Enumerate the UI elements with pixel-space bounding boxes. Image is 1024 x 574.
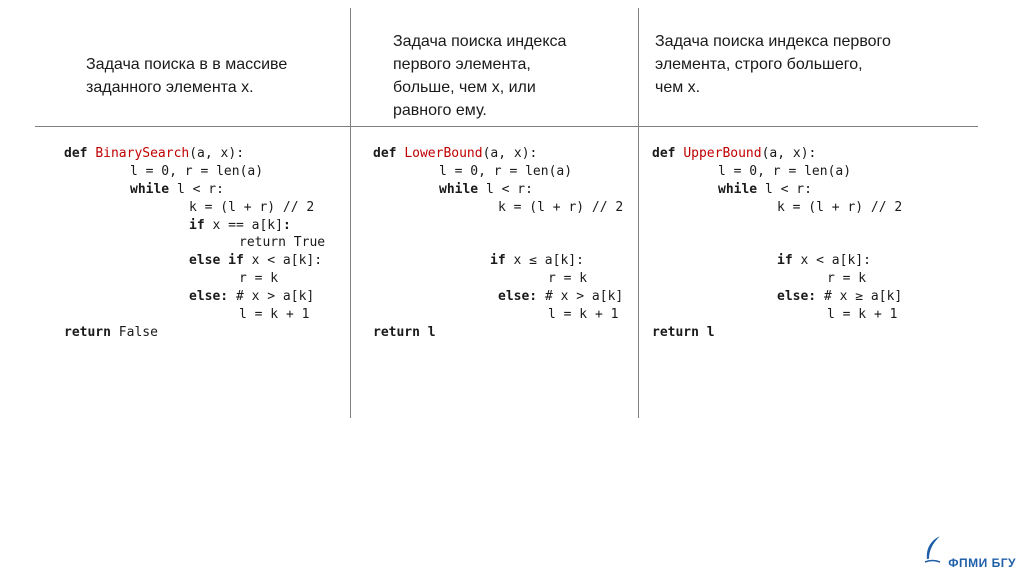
code-line: else: # x > a[k] xyxy=(498,289,624,305)
code-line: while l < r: xyxy=(130,181,224,197)
code-line: l = 0, r = len(a) xyxy=(439,163,573,179)
code-line: l = k + 1 xyxy=(548,307,619,323)
lower-bound-code xyxy=(373,145,623,342)
upper-bound-code xyxy=(652,145,902,342)
code-line: return True xyxy=(239,235,326,251)
function-name: LowerBound xyxy=(404,146,483,161)
quill-feather-icon xyxy=(922,535,944,570)
code-line xyxy=(373,234,623,252)
code-line: k = (l + r) // 2 xyxy=(777,199,903,215)
code-line: if x ≤ a[k]: xyxy=(490,253,584,269)
code-line: else: # x ≥ a[k] xyxy=(777,289,903,305)
code-line: k = (l + r) // 2 xyxy=(189,199,315,215)
code-line: r = k xyxy=(827,271,867,287)
header-divider xyxy=(35,126,978,127)
column-3-heading: Задача поиска индекса первого элемента, строго большего, чем x. xyxy=(655,33,891,96)
code-line: if x == a[k]: xyxy=(189,217,291,233)
code-line: r = k xyxy=(548,271,588,287)
code-line: return l xyxy=(652,324,715,340)
code-line: def LowerBound(a, x): xyxy=(373,146,538,161)
code-line: l = k + 1 xyxy=(239,307,310,323)
code-line: l = 0, r = len(a) xyxy=(718,163,852,179)
column-divider-2 xyxy=(638,8,639,418)
code-line: while l < r: xyxy=(718,181,812,197)
code-line: k = (l + r) // 2 xyxy=(498,199,624,215)
code-line: def BinarySearch(a, x): xyxy=(64,146,245,161)
code-line: r = k xyxy=(239,271,279,287)
code-line: else: # x > a[k] xyxy=(189,289,315,305)
function-name: BinarySearch xyxy=(95,146,190,161)
footer-text: ФПМИ БГУ xyxy=(948,556,1016,570)
column-divider-1 xyxy=(350,8,351,418)
code-line: l = 0, r = len(a) xyxy=(130,163,264,179)
binary-search-code xyxy=(64,145,325,342)
code-line xyxy=(652,217,902,235)
code-line: return l xyxy=(373,324,436,340)
column-2-heading: Задача поиска индекса первого элемента, больше, чем x, или равного ему. xyxy=(393,33,567,119)
code-line xyxy=(652,234,902,252)
footer-logo xyxy=(922,535,1016,570)
code-line: while l < r: xyxy=(439,181,533,197)
code-line: if x < a[k]: xyxy=(777,253,871,269)
code-line: return False xyxy=(64,324,158,340)
column-1-heading: Задача поиска в в массиве заданного элемента x. xyxy=(86,56,288,96)
code-line: l = k + 1 xyxy=(827,307,898,323)
code-line xyxy=(373,217,623,235)
function-name: UpperBound xyxy=(683,146,762,161)
code-line: def UpperBound(a, x): xyxy=(652,146,817,161)
code-line: else if x < a[k]: xyxy=(189,253,323,269)
